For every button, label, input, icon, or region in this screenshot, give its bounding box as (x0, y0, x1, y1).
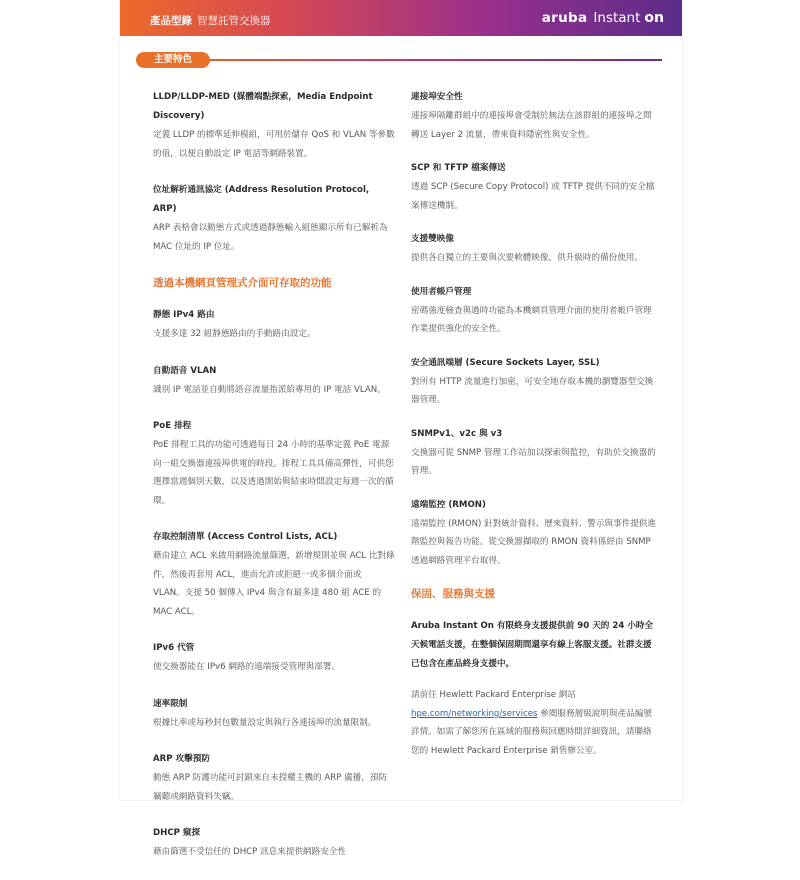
header-subtitle: 智慧託管交換器 (197, 14, 271, 27)
page-header (120, 0, 682, 36)
header-title-group (150, 9, 271, 28)
feature-title: DHCP 窺探 (153, 828, 201, 838)
section-label: 主要特色 (136, 52, 210, 68)
aruba-instant-on-logo (542, 10, 664, 26)
header-title: 產品型錄 (150, 14, 192, 27)
feature-item (411, 283, 659, 339)
feature-item (411, 354, 659, 410)
feature-title: SCP 和 TFTP 檔案傳送 (411, 163, 506, 173)
feature-description: 對所有 HTTP 流量進行加密，可安全地存取本機的瀏覽器型交換器管理。 (411, 376, 654, 405)
feature-description: 根據比率或每秒封包數量設定與執行各連接埠的流量限制。 (153, 717, 377, 728)
feature-item (411, 230, 659, 268)
feature-description: 連接埠隔離群組中的連接埠會受制於無法在該群組的連接埠之間轉送 Layer 2 流量，帶來資料隱密性與安全性。 (411, 111, 652, 140)
section-bar (136, 52, 662, 68)
feature-title: 位址解析通訊協定 (Address Resolution Protocol, ARP) (153, 185, 370, 214)
warranty-heading: 保固、服務與支援 (411, 588, 495, 600)
feature-title: 存取控制清單 (Access Control Lists, ACL) (153, 532, 338, 542)
feature-title: 速率限制 (153, 698, 188, 709)
left-features (153, 306, 395, 862)
feature-title: 支援雙映像 (411, 234, 454, 244)
feature-item (411, 159, 659, 215)
feature-description: 識別 IP 電話並自動將語音流量指派給專用的 IP 電話 VLAN。 (153, 384, 386, 395)
feature-item (153, 181, 395, 256)
warranty-details (411, 686, 659, 760)
feature-description: 定義 LLDP 的標準延伸模組，可用於儲存 QoS 和 VLAN 等參數的值，以便自動設定 IP 電話等網路裝置。 (153, 130, 395, 159)
feature-title: 遠端監控 (RMON) (411, 499, 486, 510)
left-column (153, 88, 395, 880)
feature-description: 藉由篩選不受信任的 DHCP 訊息來提供網路安全性 (153, 847, 347, 857)
feature-item (153, 362, 395, 400)
feature-item (153, 824, 395, 862)
hpe-services-link[interactable]: hpe.com/networking/services (411, 708, 538, 719)
feature-description: ARP 表格會以動態方式或透過靜態輸入組態顯示所有已解析為 MAC 位址的 IP 位址。 (153, 223, 388, 252)
right-features (411, 88, 659, 570)
warranty-rest: 參閱服務層級說明與產品編號詳情。如需了解您所在區域的服務與回應時間詳細資訊，請聯絡您的 Hewlett Packard Enterprise 銷售辦公室。 (411, 708, 652, 756)
feature-description: 提供各自獨立的主要與次要軟體映像，供升級時的備份使用。 (411, 253, 644, 263)
brand-instant: Instant (593, 10, 641, 26)
warranty-summary: Aruba Instant On 有限終身支援提供前 90 天的 24 小時全天候電話支援，在整個保固期間還享有線上客服支援。社群支援已包含在產品終身支援中。 (411, 621, 654, 669)
feature-item (411, 425, 659, 481)
feature-description: 透過 SCP (Secure Copy Protocol) 或 TFTP 提供不同的安全檔案傳送機制。 (411, 182, 655, 211)
feature-item (153, 695, 395, 733)
right-column (411, 88, 659, 760)
feature-description: 密碼強度檢查與過時功能為本機網頁管理介面的使用者帳戶管理作業提供強化的安全性。 (411, 305, 652, 334)
feature-description: 交換器可從 SNMP 管理工作站加以探索與監控，有助於交換器的管理。 (411, 447, 656, 476)
section-divider (136, 59, 662, 61)
feature-description: 藉由建立 ACL 來啟用網路流量篩選，新增規則並與 ACL 比對條件，然後再套用 ACL，進而允許或拒絕一或多個介面或 VLAN。支援 50 個傳入 IPv4 與含有最多達 480 組 ACE 的 MAC ACL。 (153, 551, 395, 617)
feature-item (411, 88, 659, 144)
feature-title: PoE 排程 (153, 421, 192, 431)
warranty-intro: 請前往 Hewlett Packard Enterprise 網站 (411, 690, 577, 700)
feature-title: 靜態 IPv4 路由 (153, 310, 215, 320)
feature-title: 自動語音 VLAN (153, 365, 217, 376)
local-web-features-heading: 透過本機網頁管理式介面可存取的功能 (153, 277, 332, 289)
feature-title: 安全通訊端層 (Secure Sockets Layer, SSL) (411, 357, 600, 368)
feature-title: LLDP/LLDP-MED (媒體端點探索，Media Endpoint Discovery) (153, 92, 373, 121)
feature-title: SNMPv1、v2c 與 v3 (411, 428, 503, 439)
feature-title: 連接埠安全性 (411, 92, 463, 102)
feature-item (153, 639, 395, 677)
brand-on: on (644, 10, 664, 26)
brand-aruba: aruba (541, 10, 588, 26)
feature-description: 動態 ARP 防護功能可封鎖來自未授權主機的 ARP 廣播，預防竊聽或網路資料失竊。 (153, 773, 388, 802)
feature-description: PoE 排程工具的功能可透過每日 24 小時的基準定義 PoE 電源向一組交換器連接埠供電的時段。排程工具具備高彈性，可供您選擇當週個別天數，以及透過開始與結束時間設定每週一次的循環。 (153, 440, 394, 506)
feature-title: IPv6 代管 (153, 643, 195, 653)
feature-description: 遠端監控 (RMON) 針對統計資料、歷來資料、警示與事件提供進階監控與報告功能。從交換器擷取的 RMON 資料係經由 SNMP 透過網路管理平台取得。 (411, 518, 656, 566)
feature-item (153, 306, 395, 344)
feature-title: ARP 攻擊預防 (153, 754, 210, 764)
feature-item (153, 750, 395, 806)
feature-item (153, 417, 395, 510)
feature-item (153, 88, 395, 163)
left-top-features (153, 88, 395, 256)
feature-description: 支援多達 32 組靜態路由的手動路由設定。 (153, 329, 316, 339)
feature-item (411, 496, 659, 571)
feature-title: 使用者帳戶管理 (411, 286, 472, 297)
feature-item (153, 528, 395, 621)
feature-description: 使交換器能在 IPv6 網路的遠端接受管理與部署。 (153, 662, 341, 672)
